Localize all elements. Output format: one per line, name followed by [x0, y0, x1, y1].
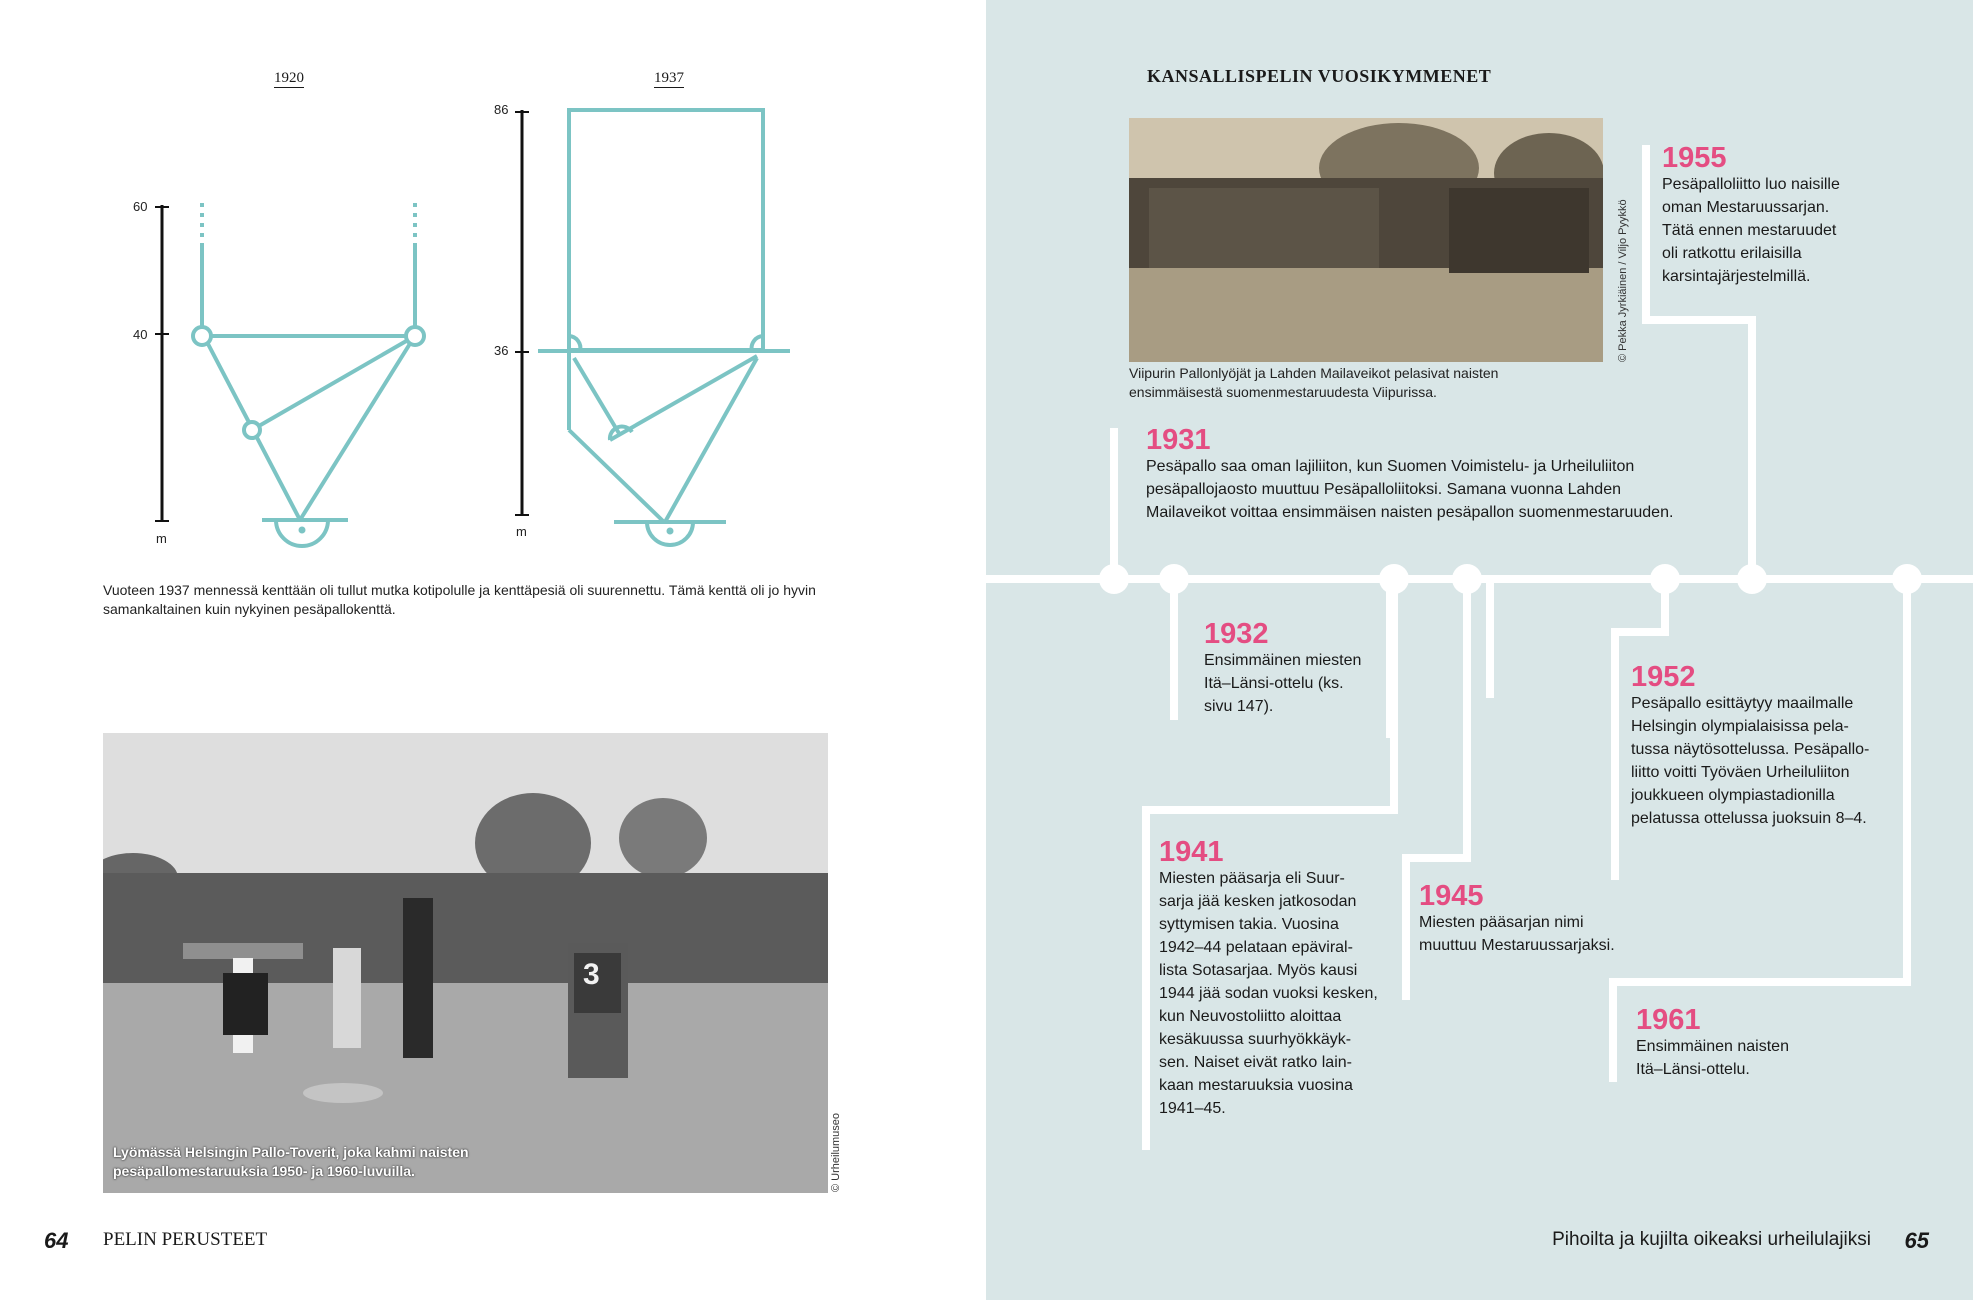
event-1932-year: 1932 [1204, 618, 1269, 650]
event-1945-year: 1945 [1419, 880, 1484, 912]
diagram-1920-tick-40: 40 [133, 327, 148, 342]
diagram-1920-tick-60: 60 [133, 199, 148, 214]
page-number-right: 65 [1904, 1228, 1929, 1253]
diagram-1937-tick-36: 36 [494, 343, 509, 358]
diagram-1937-title: 1937 [654, 70, 684, 86]
running-head-right: Pihoilta ja kujilta oikeaksi urheilulajiksi [1552, 1229, 1871, 1250]
event-1952: 1952 Pesäpallo esittäytyy maailmalle Helsingin olympialaisissa pela- tussa näytösottelussa. Pesäpallo- liitto voitti Työväen Urheiluliiton joukkueen olympiastadionilla pelatussa ottelussa juoksuin 8–4. [1631, 661, 1870, 827]
baseball-game-photo [103, 733, 828, 1193]
event-1931-year: 1931 [1146, 424, 1211, 456]
diagram-caption: Vuoteen 1937 mennessä kenttään oli tullut mutka kotipolulle ja kenttäpesiä oli suurennettu. Tämä kenttä oli jo hyvin samankaltainen kuin nykyinen pesäpallokenttä. [103, 582, 816, 617]
diagram-1937-tick-86: 86 [494, 102, 509, 117]
timeline-heading: KANSALLISPELIN VUOSIKYMMENET [1147, 66, 1492, 86]
photo-credit-left: © Urheilumuseo [830, 1112, 842, 1192]
diagram-1920-unit: m [156, 531, 167, 546]
diagram-1937-axis [515, 110, 529, 516]
diagram-1920-title: 1920 [274, 70, 304, 86]
event-1955-year: 1955 [1662, 142, 1727, 174]
event-1952-year: 1952 [1631, 661, 1696, 693]
photo-credit-right: © Pekka Jyrkiäinen / Viljo Pyykkö [1617, 199, 1629, 362]
event-1945: 1945 Miesten pääsarjan nimi muuttuu Mestaruussarjaksi. [1419, 880, 1615, 954]
event-1931: 1931 Pesäpallo saa oman lajiliiton, kun Suomen Voimistelu- ja Urheiluliiton pesäpallojaosto muuttuu Pesäpalloliitoksi. Samana vuonna Lahden Mailaveikot voittaa ensimmäisen naisten pesäpallon suomenmestaruuden. [1146, 424, 1674, 521]
right-page-timeline [986, 0, 1973, 1300]
event-1941-year: 1941 [1159, 836, 1224, 868]
event-1932: 1932 Ensimmäinen miesten Itä–Länsi-ottelu (ks. sivu 147). [1204, 618, 1362, 715]
diagram-1937-unit: m [516, 524, 527, 539]
field-diagrams [0, 0, 986, 620]
photo-caption-right: Viipurin Pallonlyöjät ja Lahden Mailaveikot pelasivat naisten ensimmäisestä suomenmestaruudesta Viipurissa. [1129, 365, 1499, 400]
running-head-left: PELIN PERUSTEET [103, 1229, 268, 1250]
page-number-left: 64 [44, 1228, 69, 1253]
diagram-1920-field [202, 203, 415, 546]
diagram-1937-field [538, 110, 790, 545]
event-1961-year: 1961 [1636, 1004, 1701, 1036]
jersey-number: 3 [583, 958, 600, 991]
event-1941: 1941 Miesten pääsarja eli Suur- sarja jää kesken jatkosodan syttymisen takia. Vuosina 1942–44 pelataan epäviral- lista Sotasarjaa. Myös kausi 1944 jää sodan vuoksi kesken, kun Neuvostoliitto aloittaa kesäkuussa suurhyökkäyk- sen. Naiset eivät ratko lain- kaan mestaruuksia vuosina 1941–45. [1159, 836, 1378, 1117]
photo-caption-left: Lyömässä Helsingin Pallo-Toverit, joka kahmi naisten pesäpallomestaruuksia 1950- ja 1960-luvuilla. [113, 1144, 469, 1179]
left-page [0, 0, 986, 1300]
event-1961: 1961 Ensimmäinen naisten Itä–Länsi-ottelu. [1636, 1004, 1789, 1078]
diagram-1920-axis [155, 205, 169, 522]
event-1955: 1955 Pesäpalloliitto luo naisille oman Mestaruussarjan. Tätä ennen mestaruudet oli ratkottu erilaisilla karsintajärjestelmillä. [1662, 142, 1840, 285]
